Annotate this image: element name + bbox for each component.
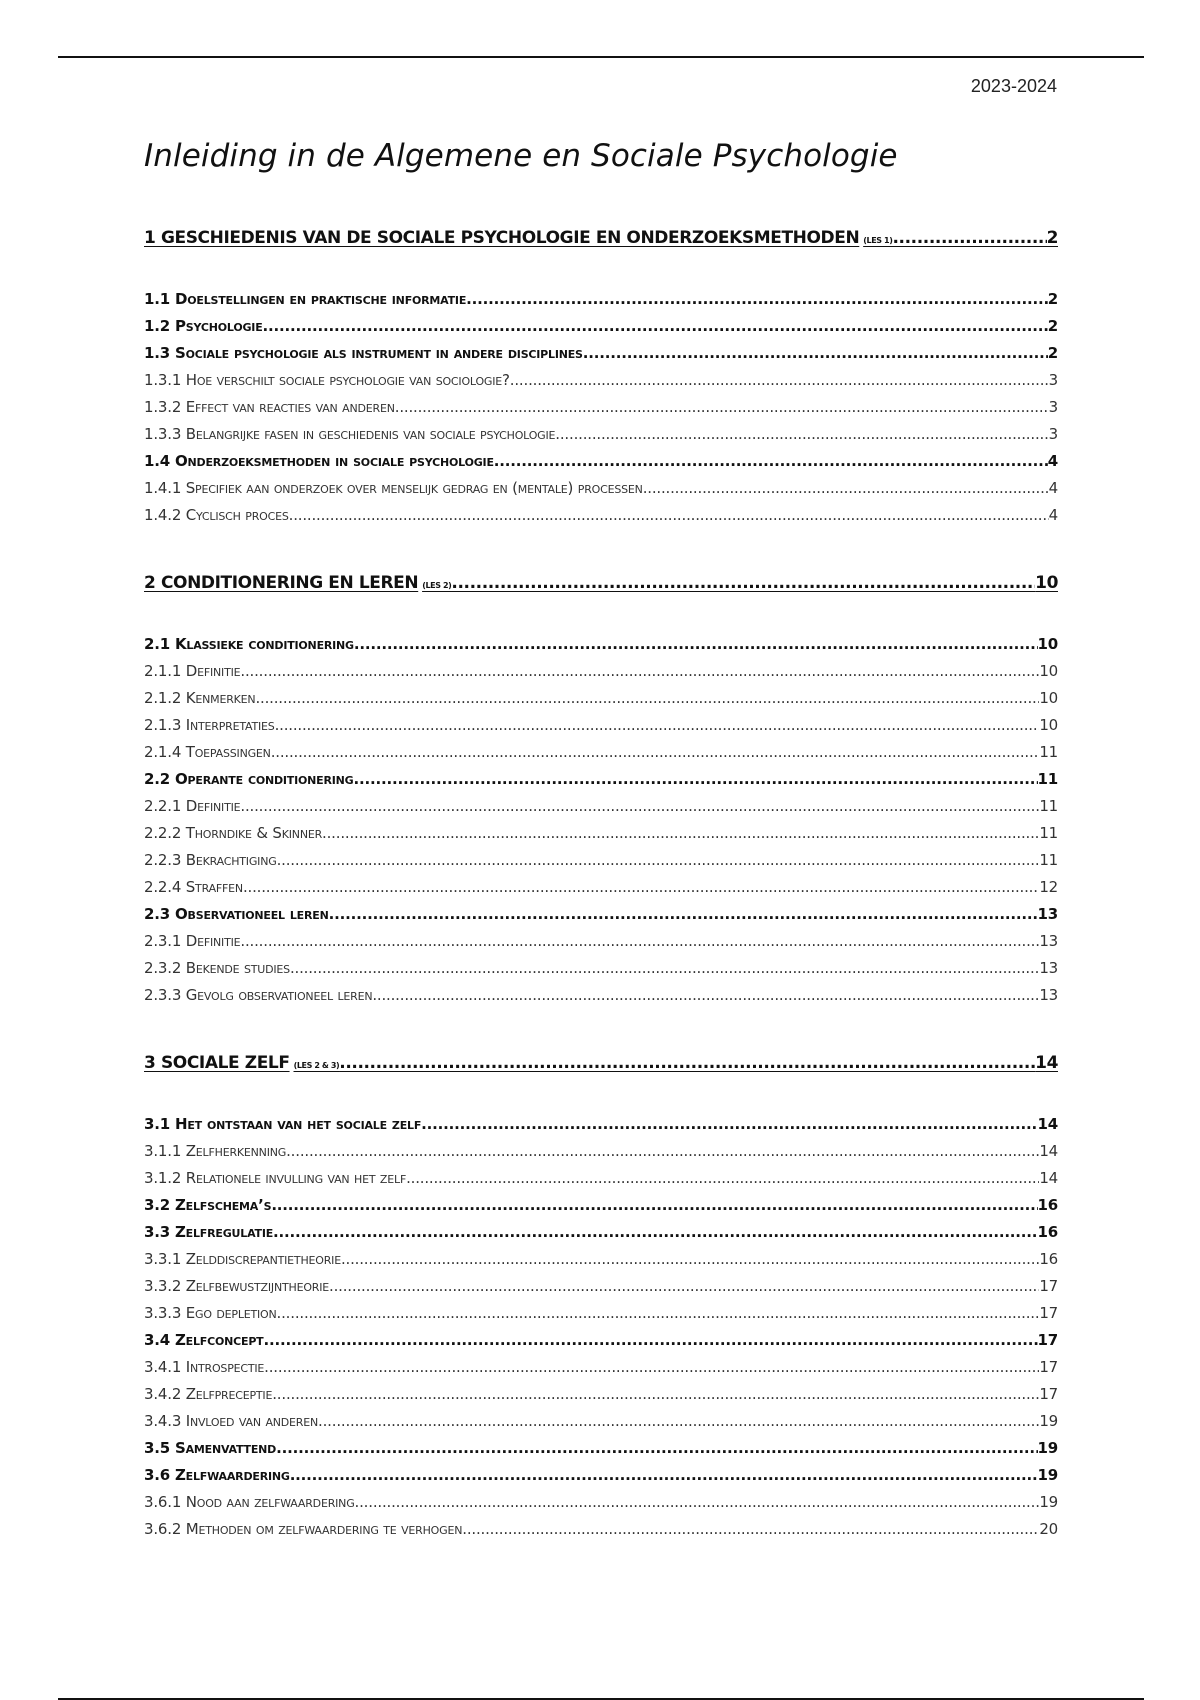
toc-section-entry[interactable] (144, 1435, 1058, 1462)
toc-subsection-entry[interactable] (144, 955, 1058, 982)
toc-dot-leader (277, 847, 1040, 874)
toc-dot-leader (318, 1408, 1039, 1435)
toc-subsection-entry[interactable] (144, 874, 1058, 901)
toc-subsection-entry[interactable] (144, 502, 1058, 529)
toc-page-number: 10 (1035, 573, 1058, 593)
toc-page-number: 14 (1037, 1115, 1058, 1133)
toc-entry-label: 3.3.1 Zelddiscrepantietheorie (144, 1250, 341, 1268)
toc-page-number: 13 (1037, 905, 1058, 923)
toc-dot-leader (290, 955, 1039, 982)
toc-subsection-entry[interactable] (144, 1381, 1058, 1408)
toc-entry-label: 3.3.2 Zelfbewustzijntheorie (144, 1277, 330, 1295)
toc-entry-label: 2.2.2 Thorndike & Skinner (144, 824, 323, 842)
document-title: Inleiding in de Algemene en Sociale Psychologie (144, 138, 898, 174)
toc-entry-label: 2.3.2 Bekende studies (144, 959, 290, 977)
toc-dot-leader (286, 1138, 1039, 1165)
toc-page-number: 16 (1039, 1250, 1058, 1268)
toc-entry-label: 2.2 Operante conditionering (144, 770, 354, 788)
toc-entry-label: 2.2.4 Straffen (144, 878, 243, 896)
toc-page-number: 17 (1039, 1277, 1058, 1295)
toc-section-entry[interactable] (144, 313, 1058, 340)
toc-page-number: 2 (1046, 228, 1058, 248)
toc-entry-label: 1.4.2 Cyclisch proces (144, 506, 289, 524)
toc-page-number: 10 (1039, 716, 1058, 734)
toc-subsection-entry[interactable] (144, 685, 1058, 712)
toc-entry-label: 2.1.3 Interpretaties (144, 716, 275, 734)
toc-page-number: 17 (1039, 1304, 1058, 1322)
toc-entry-label: 3.1.1 Zelfherkenning (144, 1142, 287, 1160)
toc-subsection-entry[interactable] (144, 982, 1058, 1009)
toc-page-number: 17 (1039, 1358, 1058, 1376)
toc-entry-label: 3.4.1 Introspectie (144, 1358, 265, 1376)
toc-subsection-entry[interactable] (144, 421, 1058, 448)
table-of-contents (144, 224, 1058, 1543)
toc-subsection-entry[interactable] (144, 1138, 1058, 1165)
toc-section-entry[interactable] (144, 340, 1058, 367)
toc-entry-label: 3.6 Zelfwaardering (144, 1466, 290, 1484)
toc-dot-leader (271, 1192, 1037, 1219)
toc-chapter-heading[interactable] (144, 569, 1058, 597)
toc-page-number: 19 (1039, 1493, 1058, 1511)
toc-dot-leader (421, 1111, 1037, 1138)
toc-chapter (144, 224, 1058, 529)
toc-entry-label: 1 GESCHIEDENIS VAN DE SOCIALE PSYCHOLOGIE EN ONDERZOEKSMETHODEN (144, 228, 860, 248)
toc-entry-label: 1.2 Psychologie (144, 317, 263, 335)
toc-entry-label: 3.2 Zelfschema’s (144, 1196, 272, 1214)
toc-page-number: 11 (1037, 770, 1058, 788)
toc-chapter (144, 1049, 1058, 1543)
toc-page-number: 3 (1048, 425, 1058, 443)
toc-subsection-entry[interactable] (144, 1273, 1058, 1300)
toc-subsection-entry[interactable] (144, 847, 1058, 874)
toc-entry-label: 3.3 Zelfregulatie (144, 1223, 274, 1241)
toc-chapter-heading[interactable] (144, 1049, 1058, 1077)
toc-page-number: 11 (1039, 797, 1058, 815)
toc-section-entry[interactable] (144, 1192, 1058, 1219)
toc-page-number: 2 (1047, 317, 1058, 335)
toc-entry-label: 2 CONDITIONERING EN LEREN (144, 573, 419, 593)
toc-page-number: 4 (1047, 452, 1058, 470)
toc-page-number: 16 (1037, 1196, 1058, 1214)
toc-page-number: 3 (1048, 398, 1058, 416)
toc-entry-label: 2.1 Klassieke conditionering (144, 635, 354, 653)
toc-entry-label: 1.3 Sociale psychologie als instrument in andere disciplines (144, 344, 583, 362)
toc-subsection-entry[interactable] (144, 1354, 1058, 1381)
toc-page-number: 2 (1047, 344, 1058, 362)
toc-subsection-entry[interactable] (144, 658, 1058, 685)
toc-subsection-entry[interactable] (144, 820, 1058, 847)
toc-dot-leader (263, 313, 1048, 340)
toc-dot-leader (583, 340, 1048, 367)
toc-page-number: 10 (1037, 635, 1058, 653)
toc-page-number: 13 (1039, 986, 1058, 1004)
toc-dot-leader (341, 1246, 1039, 1273)
toc-dot-leader (276, 1435, 1037, 1462)
toc-page-number: 2 (1047, 290, 1058, 308)
toc-dot-leader (275, 712, 1040, 739)
toc-entry-label: 2.2.1 Definitie (144, 797, 241, 815)
toc-entry-label: 3.6.2 Methoden om zelfwaardering te verhogen (144, 1520, 463, 1538)
toc-subsection-entry[interactable] (144, 1300, 1058, 1327)
toc-dot-leader (240, 928, 1039, 955)
toc-dot-leader (271, 739, 1040, 766)
toc-dot-leader (353, 766, 1037, 793)
toc-page-number: 10 (1039, 689, 1058, 707)
toc-page-number: 13 (1039, 959, 1058, 977)
toc-dot-leader (322, 820, 1039, 847)
toc-dot-leader (466, 286, 1048, 313)
toc-dot-leader (273, 1219, 1037, 1246)
toc-dot-leader (277, 1300, 1040, 1327)
toc-entry-label: 2.1.4 Toepassingen (144, 743, 271, 761)
toc-page-number: 11 (1039, 743, 1058, 761)
toc-chapter-heading[interactable] (144, 224, 1058, 252)
toc-page-number: 11 (1039, 851, 1058, 869)
toc-dot-leader (255, 685, 1039, 712)
toc-entry-label: 1.3.1 Hoe verschilt sociale psychologie van sociologie? (144, 371, 510, 389)
toc-entry-label: 2.3.3 Gevolg observationeel leren (144, 986, 373, 1004)
toc-dot-leader (240, 793, 1039, 820)
toc-page-number: 12 (1039, 878, 1058, 896)
toc-section-entry[interactable] (144, 1219, 1058, 1246)
toc-entry-label: 3.4.2 Zelfpreceptie (144, 1385, 273, 1403)
header-rule (58, 56, 1144, 58)
toc-chapter (144, 569, 1058, 1009)
toc-entry-label: 1.4 Onderzoeksmethoden in sociale psychologie (144, 452, 494, 470)
toc-entry-label: 3.1.2 Relationele invulling van het zelf (144, 1169, 407, 1187)
toc-page-number: 3 (1048, 371, 1058, 389)
toc-dot-leader (329, 1273, 1039, 1300)
toc-dot-leader (355, 1489, 1040, 1516)
toc-page-number: 14 (1039, 1142, 1058, 1160)
toc-entry-label: 1.4.1 Specifiek aan onderzoek over menselijk gedrag en (mentale) processen (144, 479, 643, 497)
toc-subsection-entry[interactable] (144, 1516, 1058, 1543)
toc-lesson-tag: (LES 1) (863, 236, 893, 245)
toc-subsection-entry[interactable] (144, 1408, 1058, 1435)
academic-year: 2023-2024 (970, 76, 1057, 96)
toc-entry-label: 2.1.2 Kenmerken (144, 689, 256, 707)
toc-lesson-tag: (LES 2) (422, 581, 452, 590)
toc-subsection-entry[interactable] (144, 367, 1058, 394)
toc-dot-leader (510, 367, 1049, 394)
toc-dot-leader (272, 1381, 1039, 1408)
toc-section-entry[interactable] (144, 448, 1058, 475)
toc-section-entry[interactable] (144, 766, 1058, 793)
toc-section-entry[interactable] (144, 631, 1058, 658)
toc-entry-label: 1.1 Doelstellingen en praktische informatie (144, 290, 467, 308)
toc-dot-leader (406, 1165, 1039, 1192)
toc-page-number: 19 (1037, 1466, 1058, 1484)
toc-entry-label: 3.6.1 Nood aan zelfwaardering (144, 1493, 355, 1511)
toc-entry-label: 3.3.3 Ego depletion (144, 1304, 277, 1322)
toc-page-number: 14 (1039, 1169, 1058, 1187)
toc-dot-leader (329, 901, 1038, 928)
toc-section-entry[interactable] (144, 1111, 1058, 1138)
toc-subsection-entry[interactable] (144, 475, 1058, 502)
toc-lesson-tag: (LES 2 & 3) (293, 1061, 340, 1070)
toc-entry-label: 3.4.3 Invloed van anderen (144, 1412, 319, 1430)
toc-dot-leader (243, 874, 1039, 901)
toc-dot-leader (372, 982, 1039, 1009)
toc-subsection-entry[interactable] (144, 1489, 1058, 1516)
toc-page-number: 4 (1048, 479, 1058, 497)
toc-page-number: 17 (1037, 1331, 1058, 1349)
toc-dot-leader (462, 1516, 1039, 1543)
toc-subsection-entry[interactable] (144, 928, 1058, 955)
toc-dot-leader (290, 1462, 1038, 1489)
toc-page-number: 19 (1039, 1412, 1058, 1430)
toc-entry-label: 1.3.2 Effect van reacties van anderen (144, 398, 395, 416)
toc-entry-label: 3.4 Zelfconcept (144, 1331, 264, 1349)
toc-entry-label: 2.3.1 Definitie (144, 932, 241, 950)
toc-page-number: 13 (1039, 932, 1058, 950)
toc-page-number: 4 (1048, 506, 1058, 524)
toc-dot-leader (643, 475, 1049, 502)
toc-page-number: 14 (1035, 1053, 1058, 1073)
toc-page-number: 17 (1039, 1385, 1058, 1403)
toc-entry-label: 3.1 Het ontstaan van het sociale zelf (144, 1115, 422, 1133)
toc-dot-leader (264, 1327, 1038, 1354)
toc-dot-leader (240, 658, 1039, 685)
toc-dot-leader (395, 394, 1049, 421)
toc-entry-label: 1.3.3 Belangrijke fasen in geschiedenis van sociale psychologie (144, 425, 556, 443)
toc-subsection-entry[interactable] (144, 712, 1058, 739)
toc-page-number: 11 (1039, 824, 1058, 842)
toc-subsection-entry[interactable] (144, 394, 1058, 421)
toc-section-entry[interactable] (144, 901, 1058, 928)
toc-page-number: 10 (1039, 662, 1058, 680)
toc-section-entry[interactable] (144, 1327, 1058, 1354)
toc-subsection-entry[interactable] (144, 1246, 1058, 1273)
toc-section-entry[interactable] (144, 286, 1058, 313)
toc-section-entry[interactable] (144, 1462, 1058, 1489)
toc-dot-leader (892, 224, 1046, 252)
toc-dot-leader (354, 631, 1038, 658)
toc-dot-leader (451, 569, 1035, 597)
toc-page-number: 19 (1037, 1439, 1058, 1457)
toc-subsection-entry[interactable] (144, 739, 1058, 766)
toc-entry-label: 3.5 Samenvattend (144, 1439, 277, 1457)
toc-subsection-entry[interactable] (144, 793, 1058, 820)
toc-dot-leader (264, 1354, 1039, 1381)
toc-dot-leader (339, 1049, 1035, 1077)
toc-entry-label: 2.2.3 Bekrachtiging (144, 851, 277, 869)
toc-subsection-entry[interactable] (144, 1165, 1058, 1192)
toc-dot-leader (289, 502, 1049, 529)
toc-dot-leader (494, 448, 1048, 475)
toc-entry-label: 3 SOCIALE ZELF (144, 1053, 290, 1073)
toc-dot-leader (555, 421, 1048, 448)
toc-entry-label: 2.1.1 Definitie (144, 662, 241, 680)
toc-page-number: 20 (1039, 1520, 1058, 1538)
toc-page-number: 16 (1037, 1223, 1058, 1241)
toc-entry-label: 2.3 Observationeel leren (144, 905, 329, 923)
